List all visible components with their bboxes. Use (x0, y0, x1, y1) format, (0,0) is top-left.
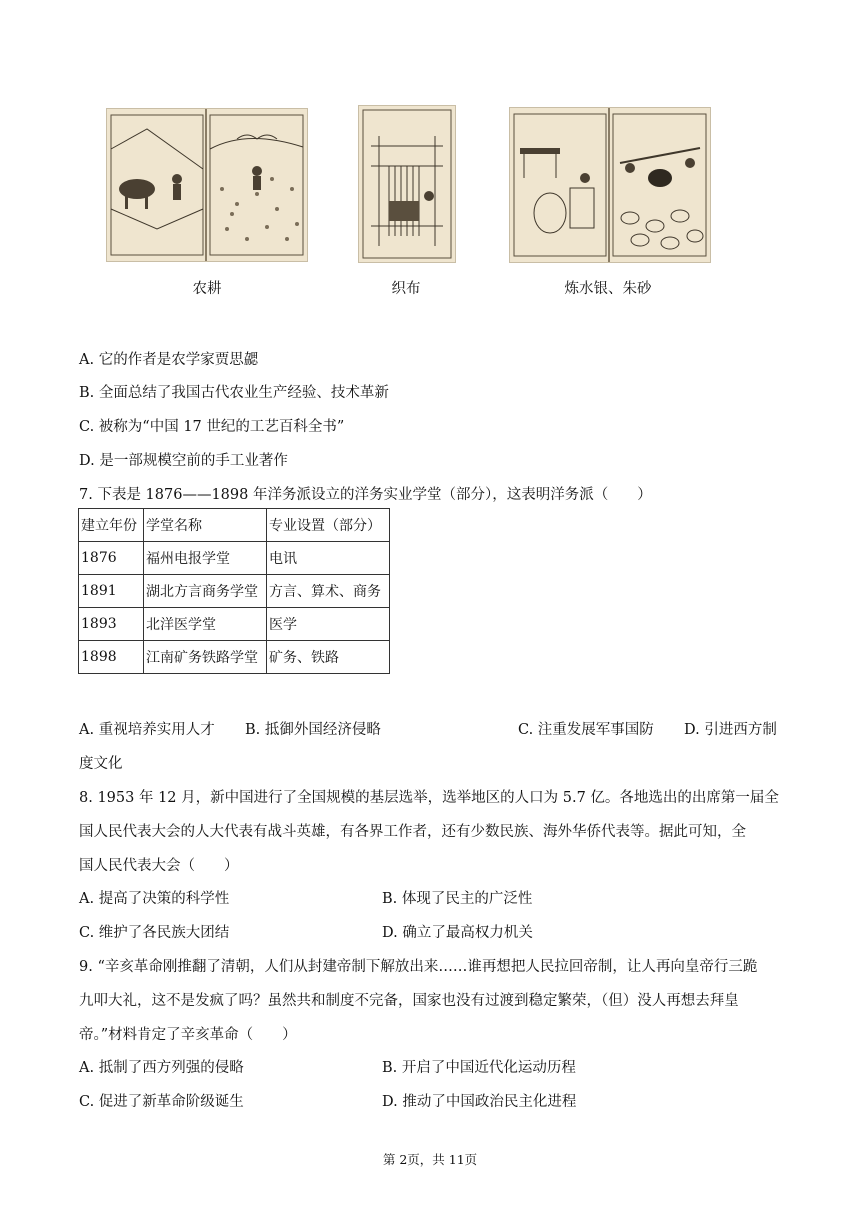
table-header-row (79, 509, 390, 542)
q7-stem: 7. 下表是 1876——1898 年洋务派设立的洋务实业学堂（部分），这表明洋务派（ ） (79, 487, 652, 503)
q9-stem-line-1: 9. “辛亥革命刚推翻了清朝，人们从封建帝制下解放出来……谁再想把人民拉回帝制，让人再向皇帝行三跪 (79, 959, 758, 975)
q7-option-b: B. 抵御外国经济侵略 (245, 722, 381, 738)
table-cell: 福州电报学堂 (144, 542, 267, 575)
q9-option-d: D. 推动了中国政治民主化进程 (382, 1094, 577, 1110)
table-header-cell: 专业设置（部分） (267, 509, 390, 542)
weaving-loom-illustration (358, 105, 456, 263)
q7-option-d: D. 引进西方制 (684, 722, 777, 738)
schools-table (78, 508, 390, 674)
table-row (79, 641, 390, 674)
q9-option-c: C. 促进了新革命阶级诞生 (79, 1094, 244, 1110)
image-caption-mercury: 炼水银、朱砂 (564, 281, 652, 297)
q6-option-a: A. 它的作者是农学家贾思勰 (79, 352, 259, 368)
table-cell: 医学 (267, 608, 390, 641)
table-cell: 北洋医学堂 (144, 608, 267, 641)
table-row (79, 542, 390, 575)
q9-option-a: A. 抵制了西方列强的侵略 (79, 1060, 244, 1076)
table-cell: 1893 (79, 608, 144, 641)
image-caption-weaving: 织布 (391, 281, 421, 297)
table-cell: 1891 (79, 575, 144, 608)
q9-stem-line-2: 九叩大礼，这不是发疯了吗？虽然共和制度不完备，国家也没有过渡到稳定繁荣，（但）没人再想去拜皇 (79, 993, 739, 1009)
q6-option-b: B. 全面总结了我国古代农业生产经验、技术革新 (79, 385, 389, 401)
q8-stem-line-1: 8. 1953 年 12 月，新中国进行了全国规模的基层选举，选举地区的人口为 5.7 亿。各地选出的出席第一届全 (79, 790, 779, 806)
table-cell: 江南矿务铁路学堂 (144, 641, 267, 674)
q8-option-c: C. 维护了各民族大团结 (79, 925, 230, 941)
farming-illustration (106, 108, 308, 262)
q7-option-a: A. 重视培养实用人才 (79, 722, 215, 738)
q6-option-c: C. 被称为“中国 17 世纪的工艺百科全书” (79, 419, 345, 435)
q8-option-d: D. 确立了最高权力机关 (382, 925, 533, 941)
q9-stem-line-3: 帝。”材料肯定了辛亥革命（ ） (79, 1027, 297, 1043)
q7-option-d-continued: 度文化 (79, 756, 123, 772)
table-row (79, 575, 390, 608)
q8-option-b: B. 体现了民主的广泛性 (382, 891, 533, 907)
table-cell: 方言、算术、商务 (267, 575, 390, 608)
q7-option-c: C. 注重发展军事国防 (518, 722, 654, 738)
q9-option-b: B. 开启了中国近代化运动历程 (382, 1060, 576, 1076)
page-footer: 第 2页，共 11页 (382, 1152, 478, 1167)
table-cell: 矿务、铁路 (267, 641, 390, 674)
table-cell: 1876 (79, 542, 144, 575)
q8-stem-line-3: 国人民代表大会（ ） (79, 858, 239, 874)
table-row (79, 608, 390, 641)
image-caption-farming: 农耕 (192, 281, 222, 297)
q6-option-d: D. 是一部规模空前的手工业著作 (79, 453, 288, 469)
table-cell: 1898 (79, 641, 144, 674)
table-header-cell: 建立年份 (79, 509, 144, 542)
q8-stem-line-2: 国人民代表大会的人大代表有战斗英雄，有各界工作者，还有少数民族、海外华侨代表等。据此可知，全 (79, 824, 746, 840)
q8-option-a: A. 提高了决策的科学性 (79, 891, 230, 907)
mercury-refining-illustration (509, 107, 711, 263)
table-cell: 电讯 (267, 542, 390, 575)
table-cell: 湖北方言商务学堂 (144, 575, 267, 608)
table-header-cell: 学堂名称 (144, 509, 267, 542)
